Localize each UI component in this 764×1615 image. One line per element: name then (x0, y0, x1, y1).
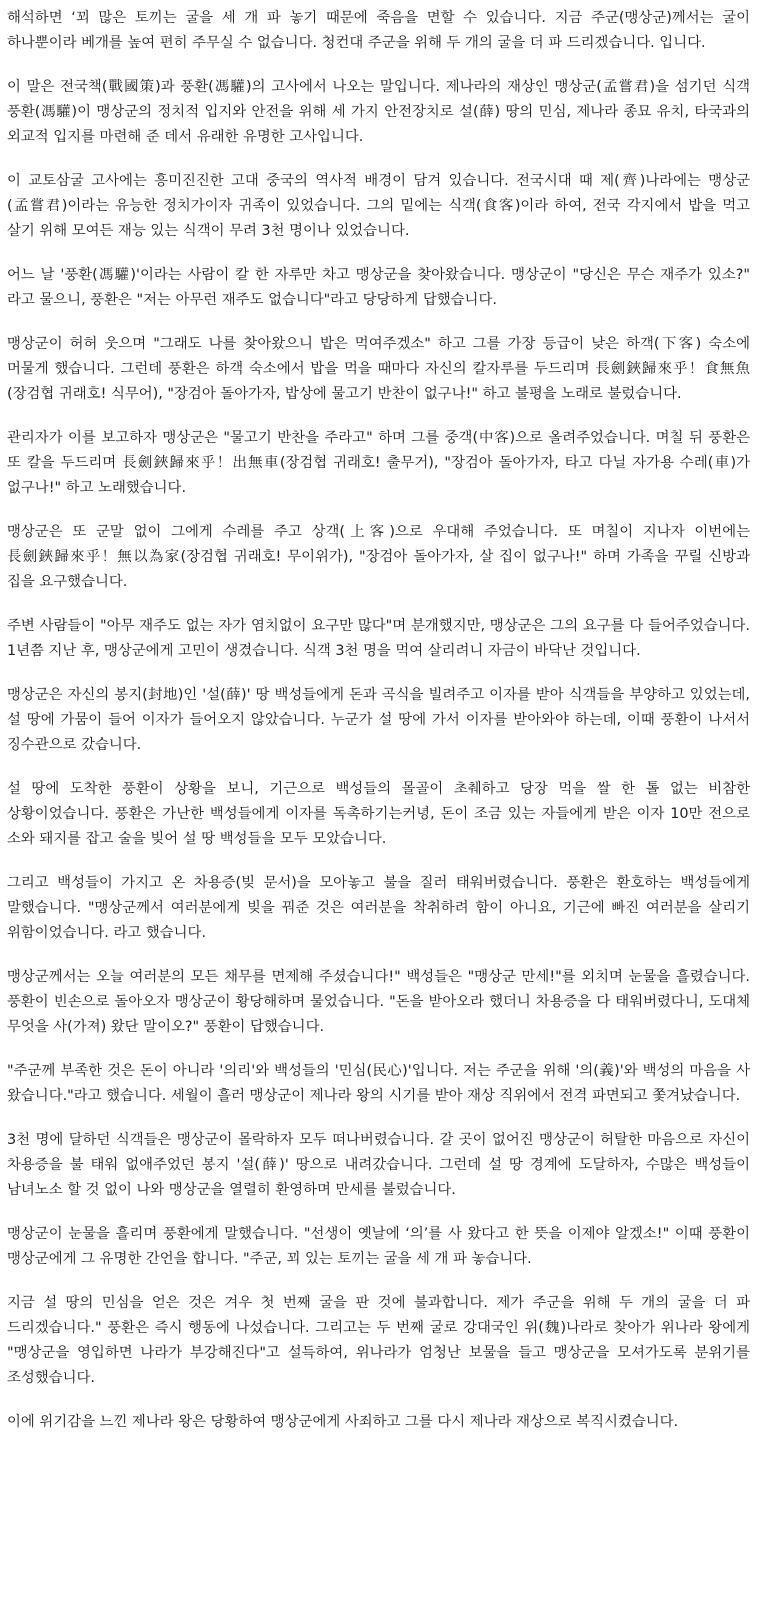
paragraph-17: 이에 위기감을 느낀 제나라 왕은 당황하여 맹상군에게 사죄하고 그를 다시 제나라 재상으로 복직시켰습니다. (7, 1414, 679, 1430)
paragraph-8: 주변 사람들이 "아무 재주도 없는 자가 염치없이 요구만 많다"며 분개했지만, 맹상군은 그의 요구를 다 들어주었습니다. 1년쯤 지난 후, 맹상군에게 고민이 생겼습니다. 식객 3천 명을 먹여 살리려니 자금이 바닥난 것입니다. (7, 618, 750, 659)
paragraph-11: 그리고 백성들이 가지고 온 차용증(빚 문서)을 모아놓고 불을 질러 태워버렸습니다. 풍환은 환호하는 백성들에게 말했습니다. "맹상군께서 여러분에게 빚을 꿔준 것은 여러분을 착취하려 함이 아니요, 기근에 빠진 여러분을 살리기 위함이었습니다. 라고 했습니다. (7, 875, 750, 941)
paragraph-10: 설 땅에 도착한 풍환이 상황을 보니, 기근으로 백성들의 몰골이 초췌하고 당장 먹을 쌀 한 톨 없는 비참한 상황이었습니다. 풍환은 가난한 백성들에게 이자를 독촉하기는커녕, 돈이 조금 있는 자들에게 받은 이자 10만 전으로 소와 돼지를 잡고 술을 빚어 설 땅 백성들을 모두 모았습니다. (7, 781, 750, 847)
paragraph-12: 맹상군께서는 오늘 여러분의 모든 채무를 면제해 주셨습니다!" 백성들은 "맹상군 만세!"를 외치며 눈물을 흘렸습니다. 풍환이 빈손으로 돌아오자 맹상군이 황당해하며 물었습니다. "돈을 받아오라 했더니 차용증을 다 태워버렸다니, 도대체 무엇을 사(가져) 왔단 말이오?" 풍환이 답했습니다. (7, 969, 750, 1035)
paragraph-9: 맹상군은 자신의 봉지(封地)인 '설(薛)' 땅 백성들에게 돈과 곡식을 빌려주고 이자를 받아 식객들을 부양하고 있었는데, 설 땅에 가뭄이 들어 이자가 들어오지 않았습니다. 누군가 설 땅에 가서 이자를 받아와야 하는데, 이때 풍환이 나서서 징수관으로 갔습니다. (7, 687, 750, 753)
paragraph-13: "주군께 부족한 것은 돈이 아니라 '의리'와 백성들의 '민심(民心)'입니다. 저는 주군을 위해 '의(義)'와 백성의 마음을 사 왔습니다."라고 했습니다. 세월이 흘러 맹상군이 제나라 왕의 시기를 받아 재상 직위에서 전격 파면되고 쫓겨났습니다. (7, 1063, 750, 1104)
paragraph-1: 해석하면 ‘꾀 많은 토끼는 굴을 세 개 파 놓기 때문에 죽음을 면할 수 있습니다. 지금 주군(맹상군)께서는 굴이 하나뿐이라 베개를 높여 편히 주무실 수 없습니다. 청컨대 주군을 위해 두 개의 굴을 더 파 드리겠습니다. 입니다. (7, 10, 750, 51)
paragraph-4: 어느 날 '풍환(馮驩)'이라는 사람이 칼 한 자루만 차고 맹상군을 찾아왔습니다. 맹상군이 "당신은 무슨 재주가 있소?" 라고 물으니, 풍환은 "저는 아무런 재주도 없습니다"라고 당당하게 답했습니다. (7, 267, 750, 308)
paragraph-6: 관리자가 이를 보고하자 맹상군은 "물고기 반찬을 주라고" 하며 그를 중객(中客)으로 올려주었습니다. 며칠 뒤 풍환은 또 칼을 두드리며 長劍鋏歸來乎！出無車(장검협 귀래호! 출무거), "장검아 돌아가자, 타고 다닐 자가용 수레(車)가 없구나!" 하고 노래했습니다. (7, 430, 750, 496)
paragraph-14: 3천 명에 달하던 식객들은 맹상군이 몰락하자 모두 떠나버렸습니다. 갈 곳이 없어진 맹상군이 허탈한 마음으로 자신이 차용증을 불 태워 없애주었던 봉지 '설(薛)' 땅으로 내려갔습니다. 그런데 설 땅 경계에 도달하자, 수많은 백성들이 남녀노소 할 것 없이 나와 맹상군을 열렬히 환영하며 만세를 불렀습니다. (7, 1132, 750, 1198)
paragraph-2: 이 말은 전국책(戰國策)과 풍환(馮驩)의 고사에서 나오는 말입니다. 제나라의 재상인 맹상군(孟嘗君)을 섬기던 식객 풍환(馮驩)이 맹상군의 정치적 입지와 안전을 위해 세 가지 안전장치로 설(薛) 땅의 민심, 제나라 종묘 유치, 타국과의 외교적 입지를 마련해 준 데서 유래한 유명한 고사입니다. (7, 79, 750, 145)
paragraph-3: 이 교토삼굴 고사에는 흥미진진한 고대 중국의 역사적 배경이 담겨 있습니다. 전국시대 때 제(齊)나라에는 맹상군(孟嘗君)이라는 유능한 정치가이자 귀족이 있었습니다. 그의 밑에는 식객(食客)이라 하여, 전국 각지에서 밥을 먹고 살기 위해 모여든 재능 있는 식객이 무려 3천 명이나 있었습니다. (7, 173, 750, 239)
paragraph-7: 맹상군은 또 군말 없이 그에게 수레를 주고 상객(上客)으로 우대해 주었습니다. 또 며칠이 지나자 이번에는 長劍鋏歸來乎！無以為家(장검협 귀래호! 무이위가), "장검아 돌아가자, 살 집이 없구나!" 하며 가족을 꾸릴 신방과 집을 요구했습니다. (7, 524, 750, 590)
paragraph-16: 지금 설 땅의 민심을 얻은 것은 겨우 첫 번째 굴을 판 것에 불과합니다. 제가 주군을 위해 두 개의 굴을 더 파 드리겠습니다." 풍환은 즉시 행동에 나섰습니다. 그리고는 두 번째 굴로 강대국인 위(魏)나라로 찾아가 위나라 왕에게 "맹상군을 영입하면 나라가 부강해진다"고 설득하여, 위나라가 엄청난 보물을 들고 맹상군을 모셔가도록 분위기를 조성했습니다. (7, 1295, 750, 1386)
paragraph-15: 맹상군이 눈물을 흘리며 풍환에게 말했습니다. "선생이 옛날에 ‘의’를 사 왔다고 한 뜻을 이제야 알겠소!" 이때 풍환이 맹상군에게 그 유명한 간언을 합니다. "주군, 꾀 있는 토끼는 굴을 세 개 파 놓습니다. (7, 1226, 750, 1267)
paragraph-5: 맹상군이 허허 웃으며 "그래도 나를 찾아왔으니 밥은 먹여주겠소" 하고 그를 가장 등급이 낮은 하객(下客) 숙소에 머물게 했습니다. 그런데 풍환은 하객 숙소에서 밥을 먹을 때마다 자신의 칼자루를 두드리며 長劍鋏歸來乎！食無魚(장검협 귀래호! 식무어), "장검아 돌아가자, 밥상에 물고기 반찬이 없구나!" 하고 불평을 노래로 불렀습니다. (7, 336, 750, 402)
